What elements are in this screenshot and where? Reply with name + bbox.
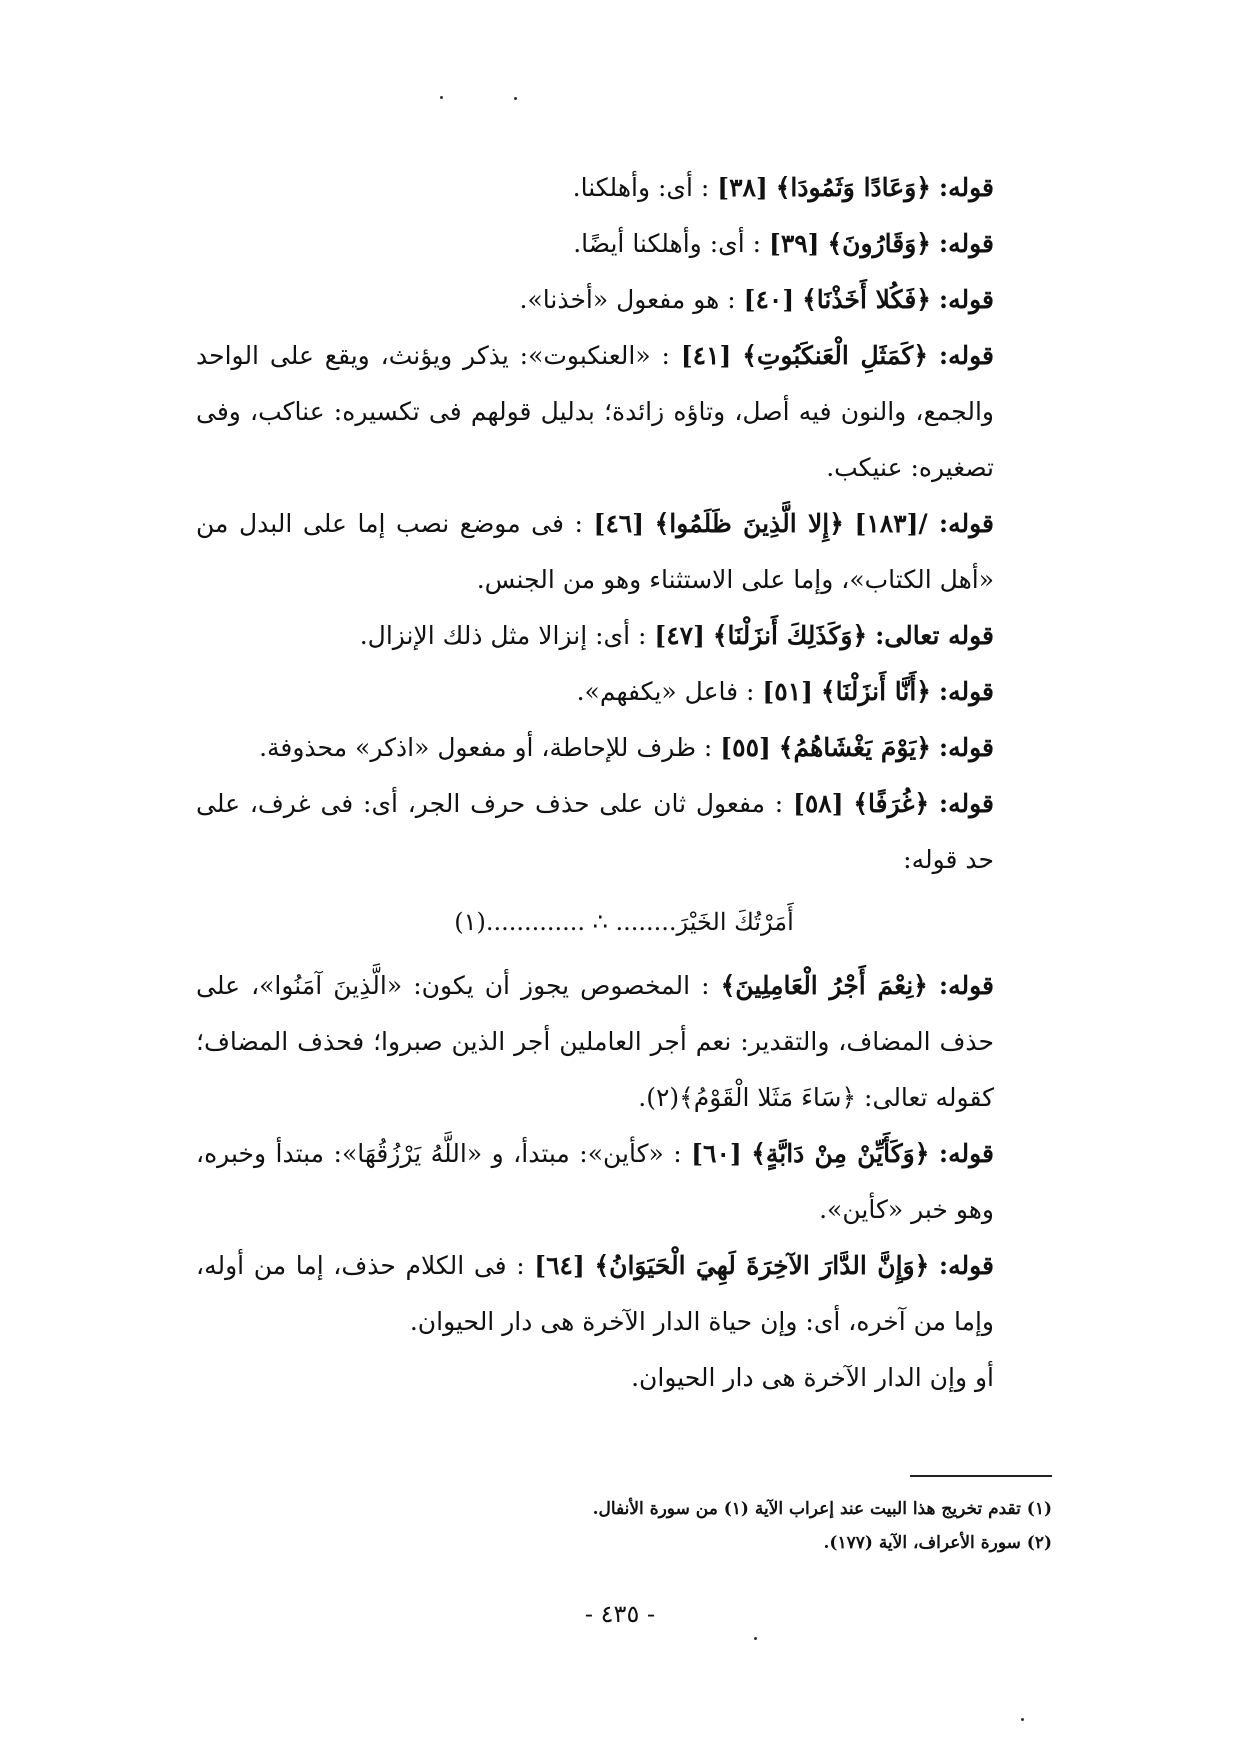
paragraph-label: قوله:: [938, 341, 994, 370]
footnote-divider: [910, 1475, 1052, 1477]
scan-speck: [1021, 1718, 1024, 1721]
paragraph: [196, 496, 1052, 608]
scan-speck: [514, 97, 517, 100]
paragraph-text: : فى الكلام حذف، إما من أوله، وإما من آخره، أى: وإن حياة الدار الآخرة هى دار الحيوان.: [196, 1251, 994, 1336]
paragraph-text: : «العنكبوت»: يذكر ويؤنث، ويقع على الواحد والجمع، والنون فيه أصل، وتاؤه زائدة؛ بدليل قولهم فى تكسيره: عناكب، وفى تصغيره: عنيكب.: [196, 341, 994, 482]
scan-speck: [440, 96, 443, 99]
paragraph-group-2: [196, 958, 1052, 1350]
quran-verse: ﴿أَنَّا أَنزَلْنَا﴾: [820, 677, 931, 706]
paragraph-text: : ظرف للإحاطة، أو مفعول «اذكر» محذوفة.: [259, 733, 713, 762]
paragraph-label: قوله تعالى:: [875, 621, 994, 650]
page-number: - ٤٣٥ -: [584, 1600, 656, 1628]
paragraph-text: : فاعل «يكفهم».: [576, 677, 755, 706]
quran-verse: ﴿فَكُلا أَخَذْنَا﴾: [802, 285, 931, 314]
paragraph-label: قوله: /[١٨٣]: [854, 509, 994, 538]
quran-verse: ﴿وَكَذَلِكَ أَنزَلْنَا﴾: [712, 621, 868, 650]
verse-number: [٤٠]: [743, 285, 795, 314]
quran-verse: ﴿يَوْمَ يَغْشَاهُمُ﴾: [778, 733, 931, 762]
paragraph-label: قوله:: [938, 285, 994, 314]
quran-verse: ﴿نِعْمَ أَجْرُ الْعَامِلِينَ﴾: [720, 971, 928, 1000]
verse-number: [٥١]: [762, 677, 813, 706]
quran-verse: ﴿وَكَأَيِّنْ مِنْ دَابَّةٍ﴾: [751, 1139, 930, 1168]
paragraph: [196, 776, 1052, 888]
paragraph-text: : أى: إنزالا مثل ذلك الإنزال.: [359, 621, 647, 650]
verse-number: [٤٦]: [593, 509, 645, 538]
scan-speck: [754, 1637, 757, 1640]
quran-verse: ﴿غُرَفًا﴾: [853, 789, 930, 818]
paragraph: [196, 272, 1052, 328]
verse-number: [٦٤]: [534, 1251, 585, 1280]
closing-line: أو وإن الدار الآخرة هى دار الحيوان.: [631, 1363, 994, 1392]
quran-verse: ﴿وَقَارُونَ﴾: [827, 229, 931, 258]
paragraph: [196, 328, 1052, 496]
quran-verse: ﴿وَعَادًا وَثَمُودَا﴾: [775, 173, 931, 202]
verse-number: [٦٠]: [691, 1139, 742, 1168]
paragraph: [196, 958, 1052, 1126]
paragraph-label: قوله:: [938, 229, 994, 258]
paragraph: [196, 720, 1052, 776]
main-text: [196, 160, 1052, 1406]
paragraph-label: قوله:: [938, 1251, 994, 1280]
paragraph-label: قوله:: [938, 789, 995, 818]
footnote: (٢) سورة الأعراف، الآية (١٧٧).: [823, 1533, 1052, 1553]
paragraph-text: : فى موضع نصب إما على البدل من «أهل الكتاب»، وإما على الاستثناء وهو من الجنس.: [196, 509, 994, 594]
footnotes: [196, 1492, 1052, 1560]
paragraph-label: قوله:: [938, 173, 994, 202]
paragraph: [196, 664, 1052, 720]
verse-number: [٤١]: [680, 341, 732, 370]
paragraph-label: قوله:: [938, 733, 994, 762]
paragraph-text: : أى: وأهلكنا.: [572, 173, 710, 202]
paragraph-text: : أى: وأهلكنا أيضًا.: [573, 229, 762, 258]
quran-verse: ﴿إِلا الَّذِينَ ظَلَمُوا﴾: [654, 509, 844, 538]
footnote: (١) تقدم تخريج هذا البيت عند إعراب الآية (١) من سورة الأنفال.: [592, 1499, 1052, 1519]
paragraph-text: : هو مفعول «أخذنا».: [519, 285, 736, 314]
paragraph-group-1: [196, 160, 1052, 888]
paragraph: [196, 160, 1052, 216]
paragraph-text: : مفعول ثان على حذف حرف الجر، أى: فى غرف، على حد قوله:: [196, 789, 994, 874]
verse-number: [٥٨]: [793, 789, 844, 818]
verse-number: [٣٨]: [717, 173, 768, 202]
paragraph: [196, 1238, 1052, 1350]
verse-number: [٤٧]: [654, 621, 705, 650]
quran-verse: ﴿كَمَثَلِ الْعَنكَبُوتِ﴾: [742, 341, 928, 370]
poem-line: أَمَرْتُكَ الخَيْرَ........ ∴ .............(١): [454, 908, 794, 936]
paragraph-text: : «كأين»: مبتدأ، و «اللَّهُ يَرْزُقُهَا»: مبتدأ وخبره، وهو خبر «كأين».: [196, 1139, 994, 1224]
paragraph: [196, 216, 1052, 272]
verse-number: [٣٩]: [768, 229, 820, 258]
verse-number: [٥٥]: [720, 733, 771, 762]
paragraph: [196, 608, 1052, 664]
paragraph: [196, 1126, 1052, 1238]
paragraph-label: قوله:: [938, 971, 995, 1000]
paragraph-label: قوله:: [938, 677, 994, 706]
paragraph-label: قوله:: [938, 1139, 995, 1168]
quran-verse: ﴿وَإِنَّ الدَّارَ الآخِرَةَ لَهِيَ الْحَيَوَانُ﴾: [594, 1251, 930, 1280]
paragraph-text: : المخصوص يجوز أن يكون: «الَّذِينَ آمَنُوا»، على حذف المضاف، والتقدير: نعم أجر العاملين أجر الذين صبروا؛ فحذف المضاف؛ كقوله تعالى: ﴿سَاءَ مَثَلا الْقَوْمُ﴾(٢).: [196, 971, 994, 1112]
